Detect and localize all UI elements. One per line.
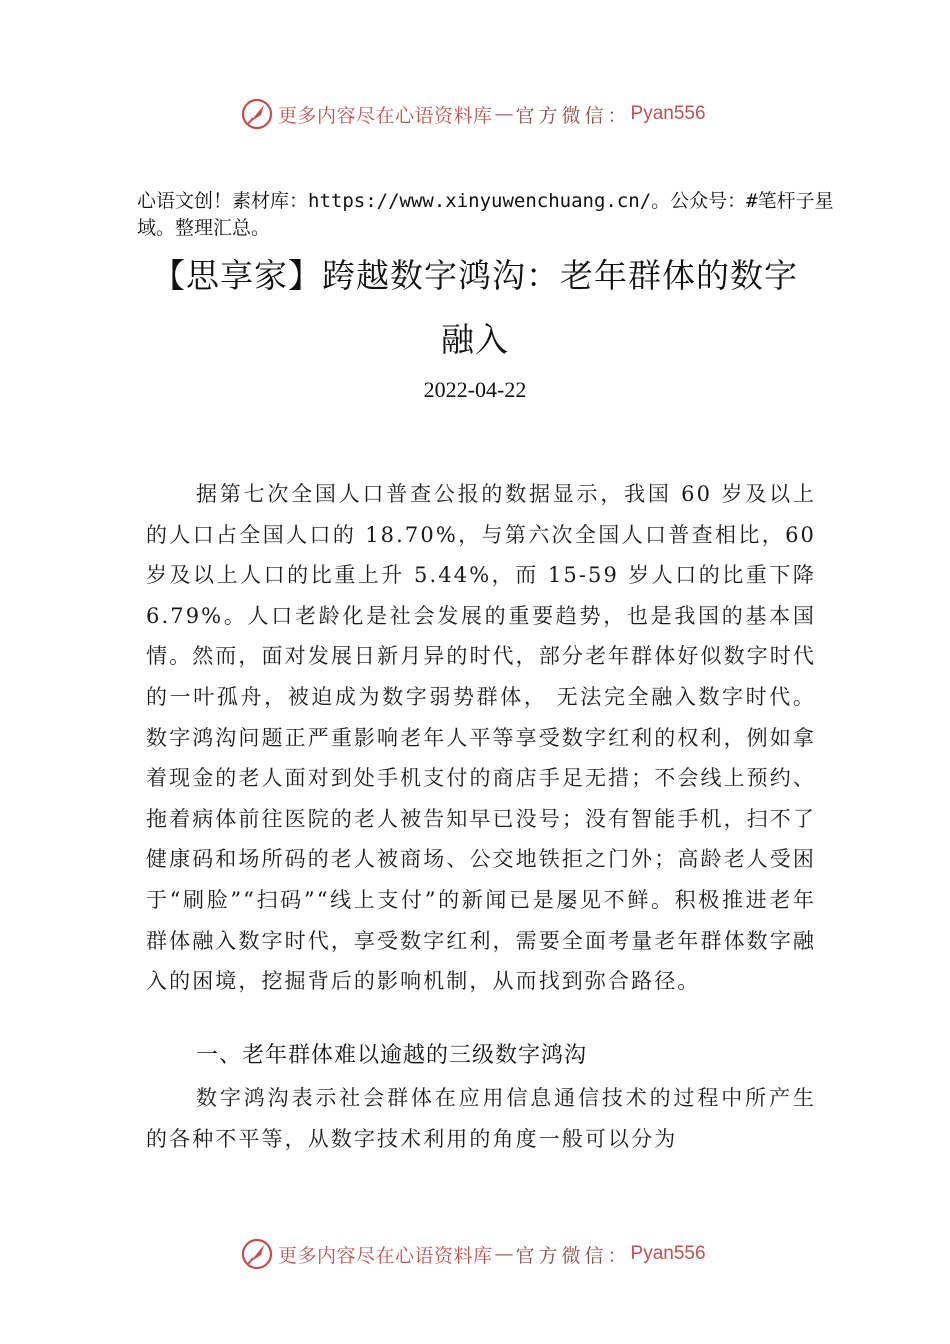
banner-separator: — xyxy=(494,1243,514,1265)
banner-slogan: 更多内容尽在心语资料库 xyxy=(278,104,493,127)
footer-banner xyxy=(240,1234,800,1274)
banner-slogan: 更多内容尽在心语资料库 xyxy=(278,1244,493,1267)
banner-wechat-label: 官方微信： xyxy=(515,104,631,127)
paragraph-intro: 据第七次全国人口普查公报的数据显示，我国 60 岁及以上的人口占全国人口的 18.70%，与第六次全国人口普查相比，60 岁及以上人口的比重上升 5.44%，而 15-59 岁人口的比重下降 6.79%。人口老龄化是社会发展的重要趋势，也是我国的基本国情。然而，面对发展日新月异的时代，部分老年群体好似数字时代的一叶孤舟，被迫成为数字弱势群体， 无法完全融入数字时代。数字鸿沟问题正严重影响老年人平等享受数字红利的权利，例如拿着现金的老人面对到处手机支付的商店手足无措；不会线上预约、拖着病体前往医院的老人被告知早已没号；没有智能手机，扫不了健康码和场所码的老人被商场、公交地铁拒之门外；高龄老人受困于“刷脸”“扫码”“线上支付”的新闻已是屡见不鲜。积极推进老年群体融入数字时代，享受数字红利，需要全面考量老年群体数字融入的困境，挖掘背后的影响机制，从而找到弥合路径。 xyxy=(146,482,816,994)
source-note: 心语文创！素材库：https://www.xinyuwenchuang.cn/。公众号：#笔杆子星域。整理汇总。 xyxy=(137,190,834,239)
section-heading: 一、老年群体难以逾越的三级数字鸿沟 xyxy=(196,1043,588,1068)
banner-wechat-label: 官方微信： xyxy=(515,1244,631,1267)
header-banner xyxy=(240,94,800,134)
banner-wechat-id: Pyan556 xyxy=(630,1243,706,1264)
quill-logo-icon xyxy=(240,97,274,131)
banner-wechat-id: Pyan556 xyxy=(630,103,706,124)
quill-logo-icon xyxy=(240,1237,274,1271)
paragraph-digital-divide: 数字鸿沟表示社会群体在应用信息通信技术的过程中所产生的各种不平等，从数字技术利用的角度一般可以分为 xyxy=(146,1086,816,1151)
article-date: 2022-04-22 xyxy=(423,377,527,402)
banner-separator: — xyxy=(494,103,514,125)
article-title: 【思享家】跨越数字鸿沟：老年群体的数字融入 xyxy=(152,256,798,359)
